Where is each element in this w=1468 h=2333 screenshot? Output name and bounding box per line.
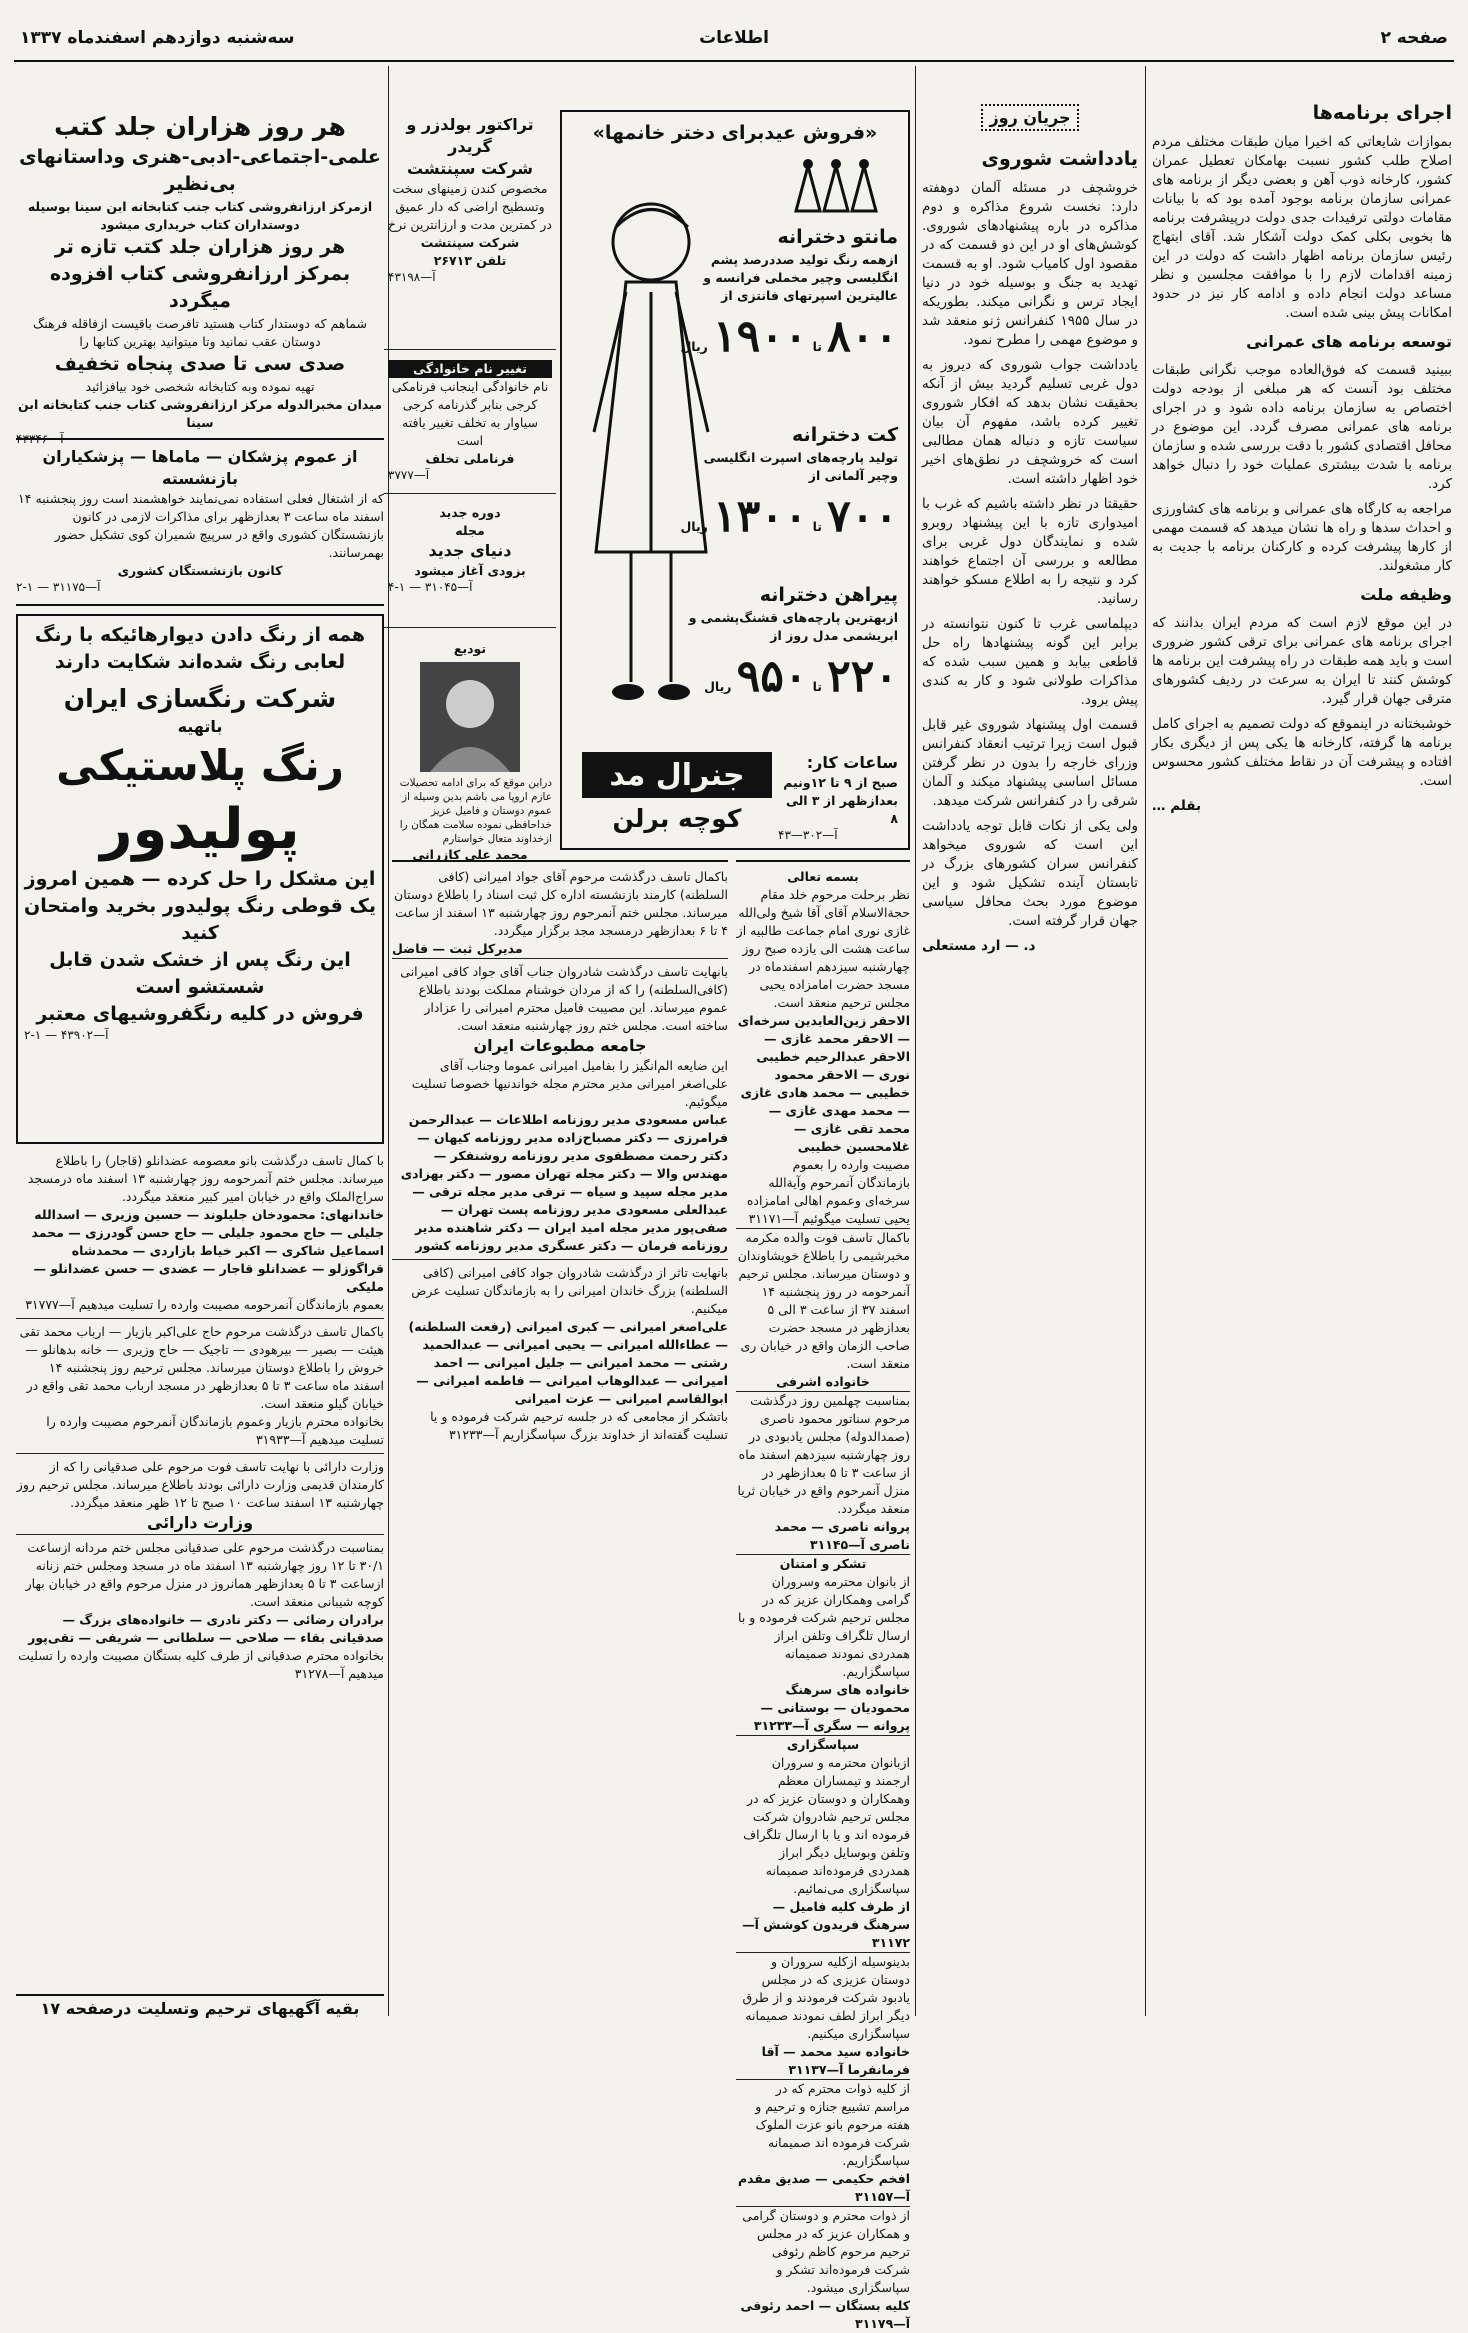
notice-names: علی‌اصغر امیرانی — کبری امیرانی (رفعت السلطنه) — عطاءالله امیرانی — یحیی امیرانی — عبدالحمید رشتی — محمد امیرانی — جلیل امیرانی — احمد امیرانی — عبدالوهاب امیرانی — فاطمه امیرانی — ابوالقاسم امیرانی — عزت امیرانی: [408, 1319, 728, 1406]
ad-address: میدان مخبرالدوله مرکز ارزانفروشی کتاب جنب کتابخانه ابن سینا: [18, 397, 382, 430]
notice-text: بمناسبت چهلمین روز درگذشت مرحوم سناتور محمود ناصری (صمدالدوله) مجلس یادبودی در روز چهارشنبه سیزدهم اسفند ماه از ساعت ۳ تا ۵ بعدازظهر در منزل آنمرحوم واقع در خیابان ثریا منعقد میگردد.: [737, 1393, 910, 1516]
page-number: صفحه ۲: [1380, 28, 1448, 48]
article-paragraph: دیپلماسی غرب تا کنون نتوانسته در برابر این گونه پیشنهادها راه حل قاطعی بیابد و همین سبب شده که مذاکرات طولانی شود و کار به کندی پیش برود.: [922, 616, 1138, 708]
article-signature: د. — ارد مستعلی: [922, 938, 1036, 954]
notice-sign: مدیرکل ثبت — فاضل: [392, 940, 728, 959]
notice-text: از کلیه ذوات محترم که در مراسم تشییع جنازه و ترحیم و هفته مرحوم بانو عزت الملوک شرکت فرموده اند صمیمانه سپاسگزاریم.: [755, 2081, 910, 2168]
hours-evening: بعدازظهر از ۳ الی ۸: [785, 793, 898, 826]
price-from: ۲۲۰: [827, 651, 898, 702]
item-title: پیراهن دخترانه: [759, 584, 898, 606]
notice-sign: کانون بازنشستگان کشوری: [117, 563, 283, 578]
ornament-header: [922, 104, 1138, 131]
notice-title: تغییر نام خانوادگی: [388, 360, 552, 378]
notice-heading: تشکر و امتنان: [779, 1556, 867, 1571]
issue-date: سه‌شنبه دوازدهم اسفندماه ۱۳۳۷: [20, 28, 295, 48]
currency: ریال: [680, 519, 708, 534]
notice-sign: از طرف کلیه فامیل — سرهنگ فریدون کوشش آ—۳۱۱۷۲: [736, 1898, 910, 1953]
tractor-ad: [384, 110, 556, 350]
ad-with: باتهیه: [177, 717, 223, 736]
phone: تلفن ۲۶۷۱۳: [433, 253, 507, 268]
company-contact: شرکت سپنتشت: [420, 235, 520, 250]
ad-code: آ—۳۷۷۷: [388, 468, 430, 482]
item-desc: ازبهترین پارچه‌های قشنگ‌پشمی و ابریشمی مدل روز از: [688, 610, 898, 643]
store-address: کوچه برلن: [612, 804, 742, 833]
currency: ریال: [680, 339, 708, 354]
price-to: ۱۹۰۰: [712, 311, 808, 362]
notice-text: این ضایعه الم‌انگیز را بفامیل امیرانی عموما وجناب آقای علی‌اصغر امیرانی مدیر محترم مجله خواندنیها خصوصا تسلیت میگوئیم.: [411, 1058, 728, 1109]
notice-sign: فرناملی تخلف: [425, 451, 515, 466]
newspaper-name: اطلاعات: [699, 28, 769, 48]
ad-text: این مشکل را حل کرده — همین امروز یک قوطی رنگ پولیدور بخرید وامتحان کنید: [24, 868, 376, 944]
notice-text: ازبانوان محترمه و سروران ارجمند و تیمساران معظم وهمکاران و دوستان عزیز که در مجلس ترحیم شادروان شرکت فرموده اند و یا با ارسال تلگراف وتلفن وبوسایل دیگر ابراز همدردی فرموده‌اند صمیمانه سپاسگزاری می‌نمائیم.: [743, 1755, 910, 1896]
price-to-label: تا: [812, 339, 822, 354]
article-paragraph: بموازات شایعاتی که اخیرا میان طبقات مختلف مردم اصلاح طلب کشور نسبت بهامکان تعطیل عمران کشور، کارخانه ذوب آهن و بعضی دیگر از برنامه های عمرانی سازمان برنامه بوجود آمده بود که با بیانات مقامات دولتی ترفیدات جدی دولت درپیشرفت برنامه ها بخوبی بکلی کمک دولت آشکار شد. آقای ابتهاج رئیس سازمان برنامه اظهار داشت که دولت در این زمینه اقدامات لازم را با موافقت مجلسین و نظر مساعد دولت انجام داده و ادامه کار نیز در حدود امکانات پیش بینی شده است.: [1152, 134, 1452, 321]
mag-line: دوره جدید: [439, 505, 501, 520]
ad-code: آ—۳۰۲—۴۳: [778, 828, 838, 842]
ad-headline: هر روز هزاران جلد کتب تازه تر: [54, 236, 346, 258]
ad-code: آ—۴۳۳۴۶: [16, 432, 64, 446]
article-title: یادداشت شوروی: [981, 148, 1138, 170]
ad-title: تراکتور بولدزر و گریدر: [406, 115, 534, 156]
article-paragraph: قسمت اول پیشنهاد شوروی غیر قابل قبول است زیرا ترتیب انعقاد کنفرانس وزرای خارجه را بدون در نظر گرفتن مسائل اساسی پیشنهاد میکند و آلمان شرقی را در کنفرانس شرکت میدهد.: [922, 717, 1138, 809]
notice-body: نام خانوادگی اینجانب فرنامکی کرجی بنابر گذرنامه کرجی سیاوار به تخلف تغییر یافته است: [391, 379, 549, 448]
notice-text: وزارت دارائی با نهایت تاسف فوت مرحوم علی صدقیانی را که از کارمندان قدیمی وزارت دارائی بودند باطلاع میرساند. مجلس ترحیم روز چهارشنبه ۱۳ اسفند ساعت ۱۰ صبح تا ۱۲ ظهر منعقد میگردد.: [16, 1459, 384, 1510]
item-desc: تولید پارچه‌های اسپرت انگلیسی وچیر آلمانی از: [703, 450, 898, 483]
notice-sign: پروانه ناصری — محمد ناصری آ—۳۱۱۴۵: [736, 1518, 910, 1555]
currency: ریال: [704, 679, 732, 694]
notice-names: خاندانهای: محمودخان جلیلوند — حسین وزیری — اسدالله جلیلی — حاج محمود جلیلی — حاج حسن گودرزی — محمد اسماعیل شاکری — اکبر خیاط بازاردی — محمدشاه قراگوزلو — عضدانلو قاجار — عضدی — حسن عضدانلو — ملیکی: [31, 1207, 384, 1294]
notice-text: مصیبت وارده را بعموم بازماندگان آنمرحوم وآیةالله سرخه‌ای وعموم اهالی امامزاده یحیی تسلیت میگوئیم آ—۳۱۱۷۱: [736, 1156, 910, 1229]
price-to: ۹۵۰: [736, 651, 808, 702]
farewell-notice: [384, 636, 556, 862]
notice-names: الاحقر زین‌العابدین سرخه‌ای — الاحقر محمد غازی — الاحقر عبدالرحیم خطیبی نوری — الاحقر محمود خطیبی — محمد هادی غازی — محمد مهدی غازی — محمد تقی غازی — غلامحسین خطیبی: [737, 1013, 910, 1154]
notice-sign: خانواده سید محمد — آقا فرمانفرما آ—۳۱۱۳۷: [736, 2043, 910, 2080]
price-to-label: تا: [812, 519, 822, 534]
ad-text: ازمرکز ارزانفروشی کتاب جنب کتابخانه ابن سینا بوسیله دوستداران کتاب خریداری میشود: [27, 199, 373, 232]
article-paragraph: مراجعه به کارگاه های عمرانی و برنامه های کشاورزی و احداث سدها و راه ها نشان میدهد که قسمت مهمی از کارها پیشرفت کرده و کارکنان برنامه با جدیت به کار مشغولند.: [1152, 501, 1452, 574]
obituaries-left: [16, 1152, 384, 1992]
item-price: [678, 651, 898, 702]
notice-body: که از اشتغال فعلی استفاده نمی‌نمایند خواهشمند است روز پنجشنبه ۱۴ اسفند ماه ساعت ۳ بعدازظهر برای مذاکرات لازمی در کانون بازنشستگان کشوری واقع در سرپیچ شمیران کوی تشکیل حضور بهمرسانند.: [18, 491, 384, 560]
ad-desc: مخصوص کندن زمینهای سخت وتسطیح اراضی که دار عمیق در کمترین مدت و ارزانترین نرخ: [388, 181, 552, 232]
item-title: مانتو دخترانه: [777, 226, 898, 248]
portrait-photo: [420, 662, 520, 772]
column-rule: [915, 66, 916, 2016]
notice-names: عباس مسعودی مدیر روزنامه اطلاعات — عبدالرحمن فرامرزی — دکتر مصباح‌زاده مدیر روزنامه کیهان — دکتر رحمت مصطفوی مدیر روزنامه روشنفکر — مهندس والا — دکتر مجله تهران مصور — دکتر بهزادی مدیر مجله سپید و سیاه — ترقی مدیر مجله ترقی — عبدالعلی مسعودی مدیر روزنامه پست تهران — صفی‌پور مدیر مجله امید ایران — دکتر شاهنده مدیر روزنامه فرمان — دکتر عسگری مدیر روزنامه کشور: [392, 1111, 728, 1260]
ad-text: تهیه نموده وبه کتابخانه شخصی خود بیافزائید: [85, 379, 315, 394]
item-price: [678, 311, 898, 362]
article-paragraph: حقیقتا در نظر داشته باشیم که غرب با امیدواری تازه با این پیشنهاد روبرو شده و نمایندگان دول غربی برای مطالعه و بررسی آن اجتماع خواهند کرد و نتیجه را به اطلاع مسکو خواهند رسانید.: [922, 496, 1138, 607]
notice-text: بخانواده محترم صدقیانی از طرف کلیه بستگان مصیبت وارده را تسلیت میدهیم آ—۳۱۲۷۸: [18, 1648, 384, 1681]
item-desc: ازهمه رنگ تولید صددرصد پشم انگلیسی وچیر مخملی فرانسه و عالیترین اسپرتهای فانتزی از: [703, 252, 898, 303]
column-rule: [1145, 66, 1146, 2016]
paint-ad: [16, 614, 384, 1144]
article-subhead: وظیفه ملت: [1360, 585, 1452, 604]
notice-title: از عموم پزشکان — ماماها — پزشکیاران بازنشسته: [42, 447, 358, 488]
notice-text: باکمال تاسف فوت والده مکرمه‌ مخبرشیمی را باطلاع خویشاوندان و دوستان میرساند. مجلس ترحیم آنمرحومه در روز پنجشنبه ۱۴ اسفند ۳۷ از ساعت ۳ الی ۵ بعدازظهر در مسجد حضرت صاحب الزمان واقع در خیابان ری منعقد است.: [737, 1230, 910, 1371]
hours-label: ساعات کار:: [806, 753, 898, 772]
notice-text: بانهایت تاسف درگذشت شادروان جناب آقای جواد کافی امیرانی (کافی‌السلطنه) را که از مردان خوشنام مملکت بودند باطلاع عموم میرساند. این مصیبت فامیل محترم امیرانی را عزادار ساخته است. مجلس ختم روز چهارشنبه منعقد است.: [400, 964, 728, 1033]
editorial-programs: [1152, 100, 1452, 2010]
mag-line: بزودی آغاز میشود: [414, 563, 526, 578]
product-brand: پولیدور: [100, 797, 300, 862]
price-from: ۷۰۰: [827, 491, 898, 542]
mag-line: مجله: [455, 523, 485, 538]
notice-title: تودیع: [453, 641, 487, 656]
ad-text: این رنگ پس از خشک شدن قابل شستشو است: [49, 949, 351, 998]
article-paragraph: ببینید قسمت که فوق‌العاده موجب نگرانی طبقات مختلف بود آنست که هر مبلغی از بودجه دولت اختصاص به سازمان برنامه داده شود و در اجرای برنامه های عمرانی مصرف گردد. این موضوع در محافل اقتصادی کشور با دقت بررسی شده و سازمان برنامه با شدت بیشتری عملیات خود را دنبال خواهد کرد.: [1152, 362, 1452, 492]
store-hours: [778, 752, 898, 842]
ad-item-coat: [678, 224, 898, 362]
ad-code: آ—۳۱۰۴۵ — ۱-۴: [388, 580, 473, 594]
item-price: [678, 491, 898, 542]
article-paragraph: یادداشت جواب شوروی که دیروز به دول غربی تسلیم گردید بیش از آنکه بحقیقت نشان بدهد که افکار شوروی تغییر کرده باشد، مفهوم آن بیان سیاست تازه و دنباله همان مطالبی است که خروشچف در نطق‌های اخیر خود اظهار داشته است.: [922, 357, 1138, 487]
article-subhead: توسعه برنامه های عمرانی: [1246, 332, 1452, 351]
notice-sign: وزارت دارائی: [16, 1512, 384, 1535]
ad-headline: بمرکز ارزانفروشی کتاب افزوده میگردد: [49, 263, 351, 312]
ad-subline: علمی-اجتماعی-ادبی-هنری وداستانهای بی‌نظیر: [19, 146, 381, 195]
girls-clothing-ad: [560, 110, 910, 850]
article-paragraph: خوشبختانه در اینموقع که دولت تصمیم به اجرای کامل برنامه ها گرفته، کارخانه ها یکی پس از دیگری بکار افتاده و پیشرفت آن در نقاط مختلف کشور محسوس است.: [1152, 716, 1452, 789]
price-to: ۱۳۰۰: [712, 491, 808, 542]
dress-icons: [786, 156, 896, 216]
ad-code: آ—۴۳۹۰۲ — ۱-۲: [24, 1028, 109, 1042]
header-rule: [14, 60, 1454, 62]
notice-heading: بسمه تعالی: [787, 869, 859, 884]
ad-code: آ—۴۳۱۹۸: [388, 270, 436, 284]
notice-text: بمناسبت درگذشت مرحوم علی صدقیانی مجلس ختم مردانه ازساعت ۳۰/۱ تا ۱۲ روز چهارشنبه ۱۳ اسفند ماه در مسجد ومجلس ختم زنانه ازساعت ۳ تا ۵ بعدازظهر همانروز در منزل مرحوم واقع در خیابان بهار کوچه شیبانی منعقد است.: [25, 1540, 384, 1609]
article-paragraph: در این موقع لازم است که مردم ایران بدانند که اجرای برنامه های عمرانی برای ترقی کشور ضروری است و باید همه طبقات در راه پیشرفت این برنامه ها کوشش کنند تا ایران به سرعت در ردیف کشورهای مترقی جهان قرار گیرد.: [1152, 615, 1452, 707]
ad-text: شماهم که دوستدار کتاب هستید تافرصت باقیست ازفاقله فرهنگ دوستان عقب نمانید وتا میتوانید بهترین کتابها را: [33, 316, 367, 349]
price-to-label: تا: [812, 679, 822, 694]
notice-body: دراین موقع که برای ادامه تحصیلات عازم اروپا می باشم بدین وسیله از عموم دوستان و فامیل عزیز خداحافظی نموده سلامت همگان را ازخداوند متعال خواستارم: [399, 777, 552, 845]
notice-text: نظر برحلت مرحوم خلد مقام حجة‌الاسلام آقای آقا شیخ ولی‌الله غازی نوری امام جماعت طالبیه از ساعت هشت الی یازده صبح روز چهارشنبه سیزدهم اسفندماه در مسجد حضرت امامزاده یحیی مجلس ترحیم منعقد است.: [736, 887, 910, 1010]
notice-text: باتشکر از مجامعی که در جلسه ترحیم شرکت فرموده و یا تسلیت گفته‌اند از خداوند بزرگ سپاسگزاریم آ—۳۱۲۳۳: [430, 1409, 728, 1442]
item-title: کت دخترانه: [792, 424, 898, 446]
obituaries-middle: [392, 860, 728, 2010]
article-signature: بقلم …: [1152, 798, 1202, 814]
store-logo: [582, 752, 772, 798]
notice-sign: محمد علی کازرانی: [412, 847, 528, 862]
ad-item-jacket: [678, 422, 898, 542]
notice-text: با کمال تاسف درگذشت بانو معصومه عضدانلو (قاجار) را باطلاع میرساند. مجلس ختم آنمرحومه روز چهارشنبه ۱۳ اسفند ماه درمسجد سراج‌الملک واقع در خیابان امیر کبیر منعقد میگردد.: [27, 1153, 384, 1204]
discount-line: صدی سی تا صدی پنجاه تخفیف: [54, 353, 346, 375]
books-ad: [16, 110, 384, 446]
notice-heading: سپاسگزاری: [786, 1737, 860, 1752]
company-name: شرکت سپنتشت: [406, 159, 534, 178]
product-name: رنگ پلاستیکی: [56, 741, 344, 790]
notice-text: باکمال تاسف درگذشت مرحوم آقای جواد امیرانی (کافی السلطنه) کارمند بازنشسته اداره کل ثبت اسناد را باطلاع دوستان میرساند. مجلس ختم آنمرحوم روز چهارشنبه ۱۳ اسفند از ساعت ۴ تا ۶ بعدازظهر درمسجد مجد برگزار میگردد.: [394, 869, 728, 938]
notice-names: برادران رضائی — دکتر نادری — خانواده‌های بزرگ — صدقیانی بقاء — صلاحی — سلطانی — شریفی — تقی‌پور: [28, 1612, 384, 1645]
notice-text: باکمال تاسف درگذشت مرحوم حاج علی‌اکبر بازیار — ارباب محمد تقی هیئت — بصیر — بیرهودی — تاجیک — حاج وزیری — خانه بدهانلو — خروش را باطلاع دوستان میرساند. مجلس ترحیم روز پنجشنبه ۱۴ اسفند ماه ساعت ۳ تا ۵ بعدازظهر در مسجد ارباب محمد تقی واقع در خیابان گیلو منعقد است.: [19, 1324, 384, 1411]
article-paragraph: خروشچف در مسئله آلمان دوهفته دارد: نخست شروع مذاکره و دوم مذاکره در باره پیشنهادهای شوروی. کوشش‌های او در این دو قسمت که در مقصود اول کامیاب شود. او به قسمت تهدید به جنگ و بوسیله خود در دنیا ایجاد ترس و نگرانی میکند. بطوریکه در سال ۱۹۵۵ کنفرانس ژنو منعقد شد و موضوع مهمی را مطرح نمود.: [922, 180, 1138, 348]
price-from: ۸۰۰: [827, 311, 898, 362]
notice-text: بانهایت تاثر از درگذشت شادروان جواد کافی امیرانی (کافی السلطنه) بزرگ خاندان امیرانی را به بازماندگان تسلیت عرض میکنیم.: [411, 1265, 728, 1316]
notice-sign: جامعه مطبوعات ایران: [473, 1036, 647, 1055]
editorial-soviet-note: [922, 146, 1138, 2010]
ad-text: فروش در کلیه رنگفروشیهای معتبر: [36, 1003, 364, 1025]
notice-sign: کلیه بستگان — احمد رئوفی آ—۳۱۱۷۹: [740, 2298, 910, 2331]
ad-code: آ—۳۱۱۷۵ — ۱-۲: [16, 580, 101, 594]
footer-rule: [16, 1994, 384, 1996]
notice-sign: خانواده های سرهنگ محمودیان — بوستانی — پروانه — سگری آ—۳۱۲۳۳: [736, 1681, 910, 1736]
notice-text: از بانوان محترمه وسروران گرامی وهمکاران عزیز که در مجلس ترحیم شرکت فرموده و با ارسال تلگراف وتلفن ابراز همدردی نمودند صمیمانه سپاسگزاریم.: [738, 1574, 910, 1679]
ad-headline: همه از رنگ دادن دیوارهائیکه با رنگ لعابی رنگ شده‌اند شکایت دارند: [34, 624, 366, 673]
store-name: جنرال مد: [609, 758, 745, 793]
company-name: شرکت رنگسازی ایران: [63, 684, 337, 713]
ad-title: «فروش عیدبرای دختر خانمها»: [592, 122, 878, 144]
ornament-label: جریان روز: [981, 104, 1078, 131]
notice-text: بعموم بازماندگان آنمرحومه مصیبت وارده را تسلیت میدهیم آ—۳۱۷۷۷: [16, 1296, 384, 1319]
name-change-notice: [384, 356, 556, 494]
magazine-notice: [384, 500, 556, 628]
notice-text: بدینوسیله ازکلیه سروران و دوستان عزیزی که در مجلس یادبود شرکت فرمودند و از طرق دیگر ابراز لطف نمودند صمیمانه سپاسگزاری میکنیم.: [742, 1954, 910, 2041]
notice-sign: افخم حکیمی — صدیق مقدم آ—۳۱۱۵۷: [736, 2170, 910, 2207]
mag-title: دنیای جدید: [428, 541, 512, 560]
obituaries-center: [736, 860, 910, 2331]
article-title: اجرای برنامه‌ها: [1312, 102, 1452, 124]
continued-footer: بقیه آگهیهای ترحیم وتسلیت درصفحه ۱۷: [40, 1999, 360, 2018]
portrait-icon: [420, 662, 520, 772]
notice-sign: خانواده اشرفی: [736, 1373, 910, 1392]
notice-text: بخانواده محترم بازیار وعموم بازماندگان آنمرحوم مصیبت وارده را تسلیت میدهیم آ—۳۱۹۳۳: [16, 1413, 384, 1454]
doctors-notice: [16, 446, 384, 606]
ad-headline: هر روز هزاران جلد کتب: [54, 112, 346, 141]
article-paragraph: ولی یکی از نکات قابل توجه یادداشت این است که شوروی میخواهد کنفرانس سران کشورهای بزرگ در تابستان آینده تشکیل شود و این موضوع مورد بحث محافل سیاسی جهان قرار گرفته است.: [922, 818, 1138, 929]
ad-item-dress: [678, 582, 898, 702]
notice-text: از ذوات محترم و دوستان گرامی و همکاران عزیز که در مجلس ترحیم مرحوم کاظم رئوفی شرکت فرموده‌اند تشکر و سپاسگزاری میشود.: [742, 2208, 910, 2295]
hours-morning: صبح از ۹ تا ۱۲ونیم: [783, 775, 898, 790]
